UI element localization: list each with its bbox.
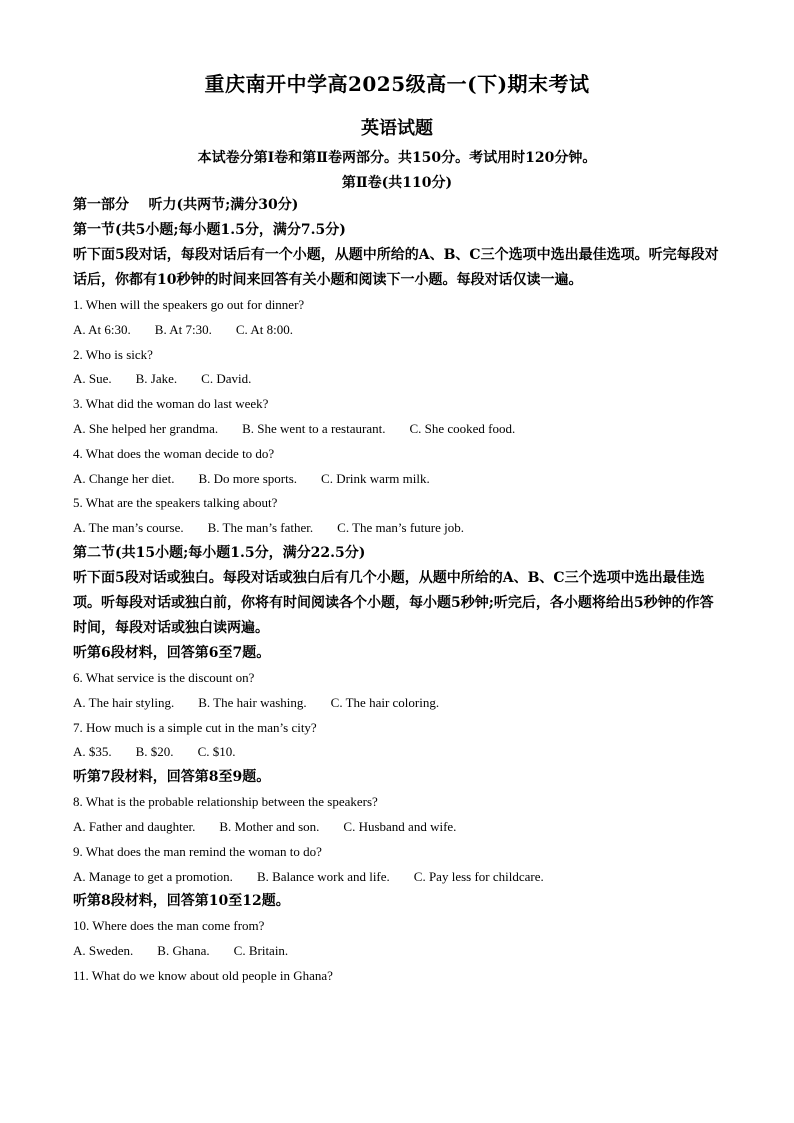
option-a: A. She helped her grandma. [73,420,219,436]
answer-options [73,939,723,964]
answer-options [73,740,723,765]
question-item [73,293,723,343]
section1-heading: 第一节(共5小题;每小题1.5分，满分7.5分) [73,222,346,238]
question-text: 5. What are the speakers talking about? [73,495,278,511]
option-a: A. The hair styling. [73,694,175,710]
option-a: A. At 6:30. [73,321,131,337]
volume-label: 第Ⅱ卷(共110分) [341,175,453,191]
option-b: B. At 7:30. [154,321,212,337]
option-c: C. $10. [197,744,236,760]
group-label: 听第6段材料，回答第6至7题。 [73,644,271,661]
option-a: A. Manage to get a promotion. [73,868,233,884]
group-label: 听第8段材料，回答第10至12题。 [73,893,290,910]
option-b: B. Do more sports. [198,470,298,486]
question-text: 10. Where does the man come from? [73,918,265,934]
question-item [73,491,723,541]
option-a: A. Change her diet. [73,470,175,486]
option-c: C. Drink warm milk. [321,470,430,486]
answer-options [73,467,723,492]
option-b: B. The hair washing. [198,694,307,710]
section1-questions [73,293,723,541]
question-text: 11. What do we know about old people in Ghana? [73,967,333,983]
question-text: 2. Who is sick? [73,346,153,362]
option-b: B. Ghana. [157,943,210,959]
option-a: A. The man’s course. [73,520,184,536]
question-text: 4. What does the woman decide to do? [73,445,275,461]
answer-options [73,318,723,343]
option-b: B. Mother and son. [219,818,320,834]
option-c: C. The hair coloring. [330,694,440,710]
question-item [73,914,723,964]
group-label: 听第7段材料，回答第8至9题。 [73,769,271,786]
option-b: B. $20. [135,744,174,760]
exam-content [73,193,723,989]
group-7 [73,765,723,889]
section2-heading: 第二节(共15小题;每小题1.5分，满分22.5分) [73,544,366,561]
option-b: B. Balance work and life. [256,868,390,884]
question-item [73,442,723,492]
exam-title: 重庆南开中学高2025级高一(下)期末考试 [204,72,590,96]
option-c: C. Britain. [233,943,289,959]
option-a: A. Father and daughter. [73,818,196,834]
answer-options [73,516,723,541]
answer-options [73,865,723,890]
option-a: A. Sweden. [73,943,134,959]
option-c: C. Pay less for childcare. [413,868,544,884]
option-c: C. The man’s future job. [337,520,465,536]
option-c: C. She cooked food. [409,420,516,436]
exam-subject: 英语试题 [361,118,433,139]
option-c: C. At 8:00. [235,321,293,337]
question-text: 8. What is the probable relationship between the speakers? [73,794,378,810]
answer-options [73,367,723,392]
option-b: B. Jake. [135,371,178,387]
question-text: 3. What did the woman do last week? [73,396,269,412]
question-text: 1. When will the speakers go out for dinner? [73,297,305,312]
option-a: A. Sue. [73,371,112,387]
question-item [73,343,723,393]
group-6 [73,641,723,765]
question-item [73,790,723,840]
question-item [73,392,723,442]
option-b: B. She went to a restaurant. [242,420,386,436]
part1-heading: 第一部分 听力(共两节;满分30分) [73,197,299,213]
question-item [73,666,723,716]
section1-instruction: 听下面5段对话，每段对话后有一个小题，从题中所给的A、B、C三个选项中选出最佳选项。听完每段对话后，你都有10秒钟的时间来回答有关小题和阅读下一小题。每段对话仅读一遍。 [73,247,719,288]
answer-options [73,815,723,840]
option-b: B. The man’s father. [207,520,314,536]
question-text: 6. What service is the discount on? [73,669,255,685]
group-8 [73,889,723,988]
answer-options [73,691,723,716]
option-a: A. $35. [73,744,112,760]
question-text: 7. How much is a simple cut in the man’s city? [73,719,317,735]
section2-instruction: 听下面5段对话或独白。每段对话或独白后有几个小题，从题中所给的A、B、C三个选项中选出最佳选项。听每段对话或独白前，你将有时间阅读各个小题，每小题5秒钟;听完后，各小题将给出5秒钟的作答时间，每段对话或独白读两遍。 [73,569,714,636]
question-text: 9. What does the man remind the woman to do? [73,843,322,859]
answer-options [73,417,723,442]
question-item [73,716,723,766]
option-c: C. David. [201,371,252,387]
exam-note: 本试卷分第Ⅰ卷和第Ⅱ卷两部分。共150分。考试用时120分钟。 [197,150,597,166]
option-c: C. Husband and wife. [343,818,457,834]
question-item [73,840,723,890]
